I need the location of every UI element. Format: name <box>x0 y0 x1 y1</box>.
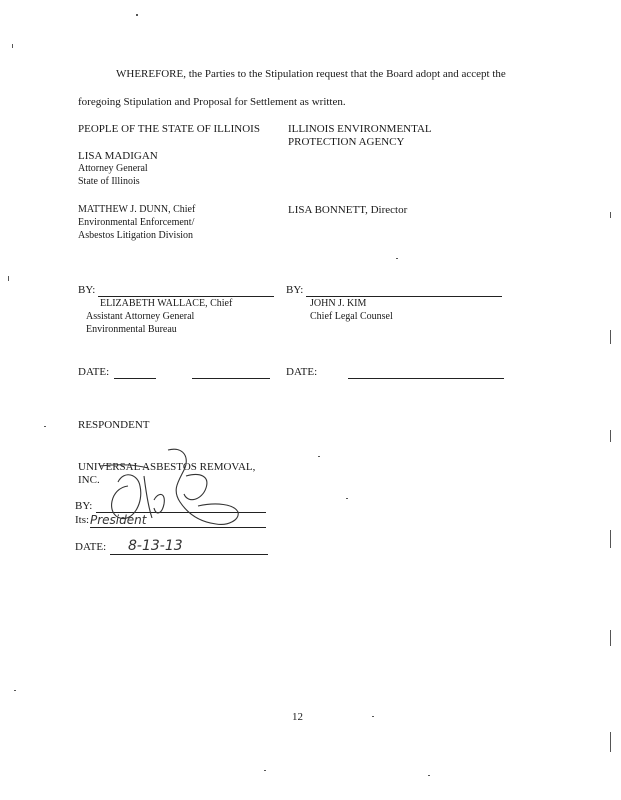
agency-signer-title: Chief Legal Counsel <box>310 311 393 322</box>
attorney-general-state: State of Illinois <box>78 176 140 187</box>
scan-speck <box>318 456 320 457</box>
scan-speck <box>12 44 13 48</box>
scan-speck <box>14 690 16 691</box>
respondent-signature <box>88 446 248 536</box>
agency-date-line <box>348 378 504 379</box>
scan-speck <box>610 732 611 752</box>
agency-director: LISA BONNETT, Director <box>288 204 408 216</box>
respondent-date-line <box>110 554 268 555</box>
respondent-date-label: DATE: <box>75 541 107 553</box>
scan-speck <box>610 430 611 442</box>
complainant-by-label: BY: <box>78 284 96 296</box>
respondent-date-value: 8-13-13 <box>128 538 183 554</box>
respondent-its-label: Its: <box>75 514 90 526</box>
respondent-its-value: President <box>90 513 147 527</box>
respondent-company-2: INC. <box>78 474 100 486</box>
complainant-date-line-1 <box>114 378 156 379</box>
chief-name: MATTHEW J. DUNN, Chief <box>78 204 196 215</box>
complainant-signer-title-1: Assistant Attorney General <box>86 311 195 322</box>
chief-division-2: Asbestos Litigation Division <box>78 230 193 241</box>
scan-speck <box>136 14 138 16</box>
scan-speck <box>610 330 611 344</box>
complainant-date-label: DATE: <box>78 366 110 378</box>
respondent-company-1: UNIVERSAL ASBESTOS REMOVAL, <box>78 461 256 473</box>
complainant-date-line-2 <box>192 378 270 379</box>
scan-speck <box>610 530 611 548</box>
complainant-signature-line <box>98 296 274 297</box>
agency-date-label: DATE: <box>286 366 318 378</box>
scan-speck <box>44 426 46 427</box>
agency-signature-line <box>306 296 502 297</box>
scan-speck <box>610 212 611 218</box>
scan-speck <box>264 770 266 771</box>
scan-speck <box>372 716 374 717</box>
scan-speck <box>610 630 611 646</box>
agency-name-2: PROTECTION AGENCY <box>288 136 405 148</box>
stipulation-line-1: WHEREFORE, the Parties to the Stipulation request that the Board adopt and accept the <box>116 68 506 80</box>
attorney-general-name: LISA MADIGAN <box>78 150 158 162</box>
chief-division-1: Environmental Enforcement/ <box>78 217 195 228</box>
agency-signer-name: JOHN J. KIM <box>310 298 367 309</box>
stipulation-line-2: foregoing Stipulation and Proposal for Settlement as written. <box>78 96 346 108</box>
respondent-heading: RESPONDENT <box>78 419 150 431</box>
complainant-signer-title-2: Environmental Bureau <box>86 324 177 335</box>
respondent-by-label: BY: <box>75 500 93 512</box>
agency-by-label: BY: <box>286 284 304 296</box>
complainant-party: PEOPLE OF THE STATE OF ILLINOIS <box>78 123 260 135</box>
scan-speck <box>8 276 9 281</box>
complainant-signer-name: ELIZABETH WALLACE, Chief <box>100 298 233 309</box>
page-number: 12 <box>292 711 303 723</box>
attorney-general-title: Attorney General <box>78 163 148 174</box>
agency-name-1: ILLINOIS ENVIRONMENTAL <box>288 123 432 135</box>
scan-speck <box>428 775 430 776</box>
scan-speck <box>346 498 348 499</box>
scan-speck <box>396 258 398 259</box>
